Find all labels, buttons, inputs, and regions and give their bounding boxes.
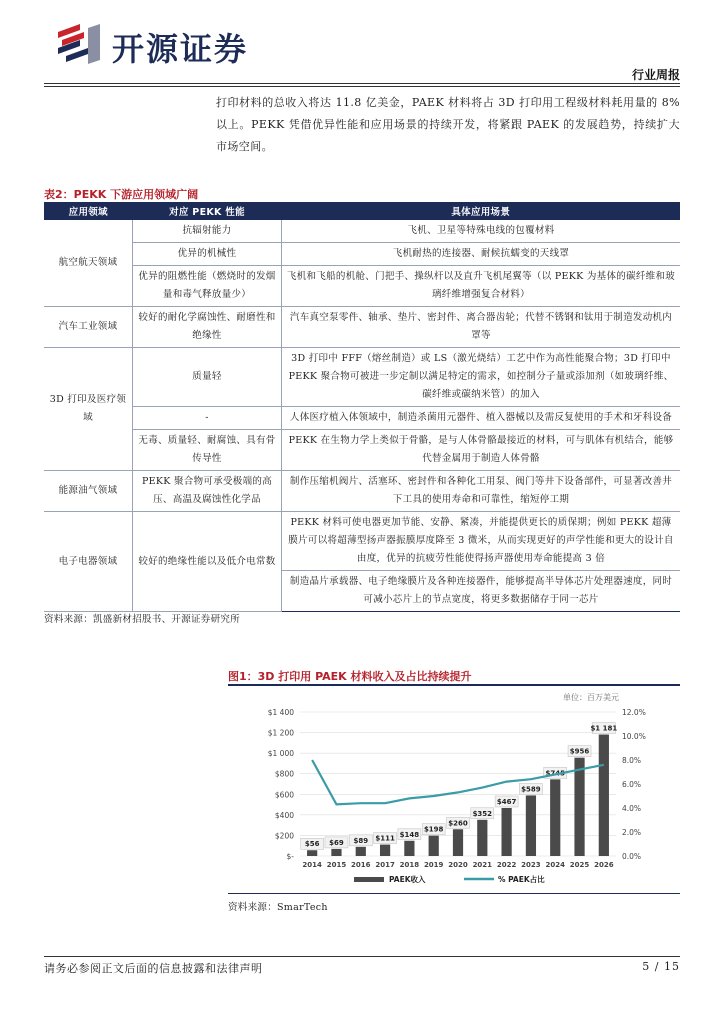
chart-y-left-tick: $400: [274, 810, 294, 820]
chart-data-label: $956: [569, 747, 590, 756]
chart-legend-bar-swatch: [354, 877, 384, 882]
chart-data-label: $69: [329, 838, 344, 847]
chart-bar: [599, 735, 609, 856]
table-header-property: 对应 PEKK 性能: [133, 202, 282, 220]
chart-y-left-tick: $-: [286, 852, 294, 861]
chart-y-right-tick: 8.0%: [622, 756, 642, 765]
figure-bottom-rule: [228, 893, 680, 894]
table-cell-scenario: 3D 打印中 FFF（熔丝制造）或 LS（激光烧结）工艺中作为高性能聚合物；3D 打印中 PEKK 聚合物可被进一步定制以满足特定的需求，如控制分子量或添加剂（如玻璃纤维、碳纤维或碳纳米管）的加入: [282, 348, 681, 407]
table-source: 资料来源：凯盛新材招股书、开源证券研究所: [44, 614, 241, 625]
chart-y-right-tick: 0.0%: [622, 852, 642, 861]
table-cell-field: 3D 打印及医疗领域: [44, 348, 133, 471]
table-cell-scenario: 制造晶片承载器、电子绝缘膜片及各种连接器件，能够提高半导体芯片处理器速度，同时可减小芯片上的节点宽度，将更多数据储存于同一芯片: [282, 571, 681, 612]
footer-disclaimer: 请务必参阅正文后面的信息披露和法律声明: [44, 962, 263, 975]
table-cell-scenario: 人体医疗植入体领域中，制造杀菌用元器件、植入器械以及需反复使用的手术和牙科设备: [282, 407, 681, 430]
chart-bar: [574, 758, 584, 856]
chart-bar: [380, 845, 390, 856]
table-cell-scenario: 汽车真空泵零件、轴承、垫片、密封件、离合器齿轮；代替不锈钢和钛用于制造发动机内罩等: [282, 307, 681, 348]
chart-y-left-tick: $1 400: [267, 708, 294, 717]
chart-y-left-tick: $800: [274, 769, 294, 779]
table-cell-scenario: 飞机耐热的连接器、耐候抗蠕变的天线罩: [282, 243, 681, 266]
application-table: [44, 202, 680, 612]
table-cell-property: 质量轻: [133, 348, 282, 407]
chart-y-left-tick: $200: [274, 831, 294, 841]
logo-text: 开源证券: [112, 30, 249, 68]
chart-x-tick: 2019: [423, 861, 444, 869]
table-cell-scenario: PEKK 在生物力学上类似于骨骼，是与人体骨骼最接近的材料，可与肌体有机结合，能够代替金属用于制造人体骨骼: [282, 430, 681, 471]
footer-rule: [44, 956, 680, 957]
table-row: [44, 307, 680, 348]
chart-data-label: $467: [496, 797, 517, 806]
table-cell-property: 无毒、质量轻、耐腐蚀、具有骨传导性: [133, 430, 282, 471]
table-row: [44, 243, 680, 266]
table-cell-property: 抗辐射能力: [133, 220, 282, 243]
chart-x-tick: 2024: [545, 861, 565, 869]
chart-x-tick: 2014: [302, 861, 322, 869]
table-cell-field: 航空航天领域: [44, 220, 133, 307]
chart-bar: [502, 808, 512, 856]
table-row: [44, 266, 680, 307]
paek-chart: [228, 688, 680, 892]
chart-y-left-tick: $1 200: [267, 728, 294, 738]
table-row: [44, 407, 680, 430]
table-cell-scenario: 制作压缩机阀片、活塞环、密封件和各种化工用泵、阀门等井下设备部件，可显著改善井下工具的使用寿命和可靠性，缩短停工期: [282, 471, 681, 512]
chart-y-left-tick: $1 000: [267, 749, 294, 759]
table-header-scenario: 具体应用场景: [282, 202, 681, 220]
chart-data-label: $745: [545, 769, 565, 778]
header-rule: [44, 83, 680, 84]
chart-bar: [453, 829, 463, 856]
chart-unit-label: 单位：百万美元: [563, 693, 619, 702]
chart-x-tick: 2018: [399, 861, 420, 869]
figure-top-rule: [228, 684, 680, 686]
intro-paragraph: 打印材料的总收入将达 11.8 亿美金，PAEK 材料将占 3D 打印用工程级材料耗用量的 8%以上。PEKK 凭借优异性能和应用场景的持续开发，将紧跟 PAEK 的发展趋势，持续扩大市场空间。: [216, 96, 680, 153]
chart-data-label: $148: [399, 830, 420, 839]
table-cell-property: 优异的阻燃性能（燃烧时的发烟量和毒气释放量少）: [133, 266, 282, 307]
table-row: [44, 471, 680, 512]
figure-caption: 图1：3D 打印用 PAEK 材料收入及占比持续提升: [228, 670, 472, 683]
chart-bar: [404, 841, 414, 856]
table-cell-field: 电子电器领域: [44, 512, 133, 612]
chart-legend-line-label: % PAEK占比: [498, 875, 545, 884]
table-cell-property: PEKK 聚合物可承受极端的高压、高温及腐蚀性化学品: [133, 471, 282, 512]
chart-bar: [356, 847, 366, 856]
chart-data-label: $352: [472, 809, 493, 818]
table-row: [44, 430, 680, 471]
table-cell-scenario: 飞机和飞船的机舱、门把手、操纵杆以及直升飞机尾翼等（以 PEKK 为基体的碳纤维和玻璃纤维增强复合材料）: [282, 266, 681, 307]
table-cell-scenario: 飞机、卫星等特殊电线的包覆材料: [282, 220, 681, 243]
chart-y-right-tick: 6.0%: [622, 780, 642, 789]
table-row: [44, 220, 680, 243]
chart-x-tick: 2026: [594, 861, 614, 869]
chart-x-tick: 2025: [569, 861, 590, 869]
chart-data-label: $198: [423, 825, 444, 834]
table-cell-field: 汽车工业领域: [44, 307, 133, 348]
chart-bar: [429, 836, 439, 856]
table-caption: 表2：PEKK 下游应用领域广阔: [44, 188, 199, 201]
chart-y-right-tick: 10.0%: [622, 732, 646, 741]
chart-data-label: $111: [375, 834, 395, 843]
figure-source: 资料来源：SmarTech: [228, 902, 328, 913]
chart-x-tick: 2017: [375, 861, 395, 869]
chart-data-label: $589: [521, 785, 541, 794]
chart-x-tick: 2016: [351, 861, 371, 869]
chart-y-right-tick: 4.0%: [622, 804, 642, 813]
chart-x-tick: 2020: [448, 861, 468, 869]
chart-x-tick: 2021: [472, 861, 493, 869]
page-number: 5 / 15: [642, 960, 680, 973]
chart-data-label: $89: [353, 836, 369, 845]
chart-y-right-tick: 12.0%: [622, 708, 646, 717]
table-cell-property: -: [133, 407, 282, 430]
chart-bar: [526, 795, 536, 856]
table-cell-property: 较好的耐化学腐蚀性、耐磨性和绝缘性: [133, 307, 282, 348]
chart-x-tick: 2022: [496, 861, 517, 869]
table-row: [44, 512, 680, 571]
table-row: [44, 348, 680, 407]
chart-data-label: $1 181: [590, 724, 618, 733]
chart-bar: [307, 850, 317, 856]
chart-data-label: $56: [304, 840, 320, 849]
table-cell-scenario: PEKK 材料可使电器更加节能、安静、紧凑，并能提供更长的质保期；例如 PEKK 超薄膜片可以将超薄型扬声器振膜厚度降至 3 微米，从而实现更好的声学性能和更大的设计自由度，优异的抗疲劳性能使得扬声器使用寿命能提高 3 倍: [282, 512, 681, 571]
chart-bar: [550, 779, 560, 856]
header-label: 行业周报: [631, 68, 680, 82]
header-rule-2: [44, 86, 680, 87]
chart-x-tick: 2023: [521, 861, 541, 869]
table-cell-property: 较好的绝缘性能以及低介电常数: [133, 512, 282, 612]
table-cell-property: 优异的机械性: [133, 243, 282, 266]
logo-mark-icon: [58, 24, 100, 64]
chart-legend-bar-label: PAEK收入: [389, 875, 426, 884]
table-header-field: 应用领域: [44, 202, 133, 220]
chart-data-label: $260: [448, 819, 468, 828]
chart-bar: [477, 820, 487, 856]
table-cell-field: 能源油气领域: [44, 471, 133, 512]
chart-x-tick: 2015: [326, 861, 347, 869]
chart-bar: [331, 849, 341, 856]
chart-y-left-tick: $600: [274, 790, 294, 800]
chart-y-right-tick: 2.0%: [622, 828, 642, 837]
